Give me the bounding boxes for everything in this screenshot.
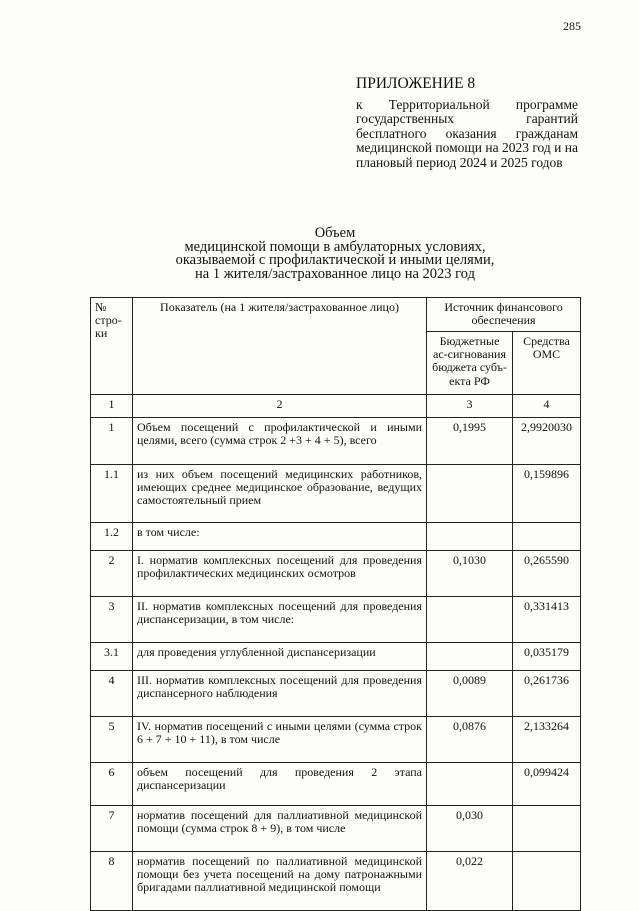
row-indicator: норматив посещений для паллиативной медицинской помощи (сумма строк 8 + 9), в том числе xyxy=(133,806,427,852)
volume-table xyxy=(90,297,581,911)
row-indicator: норматив посещений по паллиативной медицинской помощи без учета посещений на дому патронажными бригадами паллиативной медицинской помощи xyxy=(133,852,427,911)
row-indicator: I. норматив комплексных посещений для проведения профилактических медицинских осмотров xyxy=(133,551,427,597)
row-budget-value: 0,030 xyxy=(427,806,513,852)
row-oms-value xyxy=(513,806,581,852)
row-indicator: объем посещений для проведения 2 этапа диспансеризации xyxy=(133,763,427,806)
row-number: 1 xyxy=(91,418,133,465)
header-budget: Бюджетные ас-сигнования бюджета субъ-екта РФ xyxy=(427,332,513,395)
row-number: 1.2 xyxy=(91,523,133,551)
header-row xyxy=(91,298,581,332)
table-row xyxy=(91,852,581,911)
page-number: 285 xyxy=(563,19,581,33)
row-budget-value xyxy=(427,523,513,551)
row-indicator: для проведения углубленной диспансеризации xyxy=(133,643,427,671)
row-budget-value: 0,0089 xyxy=(427,671,513,717)
row-oms-value: 0,331413 xyxy=(513,597,581,643)
row-oms-value: 2,133264 xyxy=(513,717,581,763)
row-oms-value: 0,035179 xyxy=(513,643,581,671)
appendix-title: ПРИЛОЖЕНИЕ 8 xyxy=(356,75,476,92)
row-indicator: из них объем посещений медицинских работников, имеющих среднее медицинское образование, ведущих самостоятельный прием xyxy=(133,465,427,523)
header-oms: Средства ОМС xyxy=(513,332,581,395)
title-line-4: на 1 жителя/застрахованное лицо на 2023 год xyxy=(195,266,475,283)
row-oms-value: 2,9920030 xyxy=(513,418,581,465)
row-indicator: IV. норматив посещений с иными целями (сумма строк 6 + 7 + 10 + 11), в том числе xyxy=(133,717,427,763)
column-number: 4 xyxy=(513,395,581,418)
row-number: 1.1 xyxy=(91,465,133,523)
row-oms-value xyxy=(513,523,581,551)
column-number: 2 xyxy=(133,395,427,418)
table-row xyxy=(91,806,581,852)
table-row xyxy=(91,717,581,763)
row-number: 5 xyxy=(91,717,133,763)
table-row xyxy=(91,597,581,643)
row-oms-value: 0,261736 xyxy=(513,671,581,717)
row-budget-value xyxy=(427,763,513,806)
table-row xyxy=(91,671,581,717)
table-row xyxy=(91,523,581,551)
row-budget-value: 0,022 xyxy=(427,852,513,911)
row-number: 8 xyxy=(91,852,133,911)
document-title xyxy=(90,227,580,282)
table-row xyxy=(91,643,581,671)
row-oms-value: 0,265590 xyxy=(513,551,581,597)
row-number: 2 xyxy=(91,551,133,597)
appendix-text: к Территориальной программе государственных гарантий бесплатного оказания гражданам медицинской помощи на 2023 год и на плановый период 2024 и 2025 годов xyxy=(356,96,578,170)
row-indicator: III. норматив комплексных посещений для проведения диспансерного наблюдения xyxy=(133,671,427,717)
row-budget-value: 0,1995 xyxy=(427,418,513,465)
row-indicator: в том числе: xyxy=(133,523,427,551)
row-number: 7 xyxy=(91,806,133,852)
row-indicator: II. норматив комплексных посещений для проведения диспансеризации, в том числе: xyxy=(133,597,427,643)
appendix-block xyxy=(356,77,578,170)
row-number: 4 xyxy=(91,671,133,717)
header-source: Источник финансового обеспечения xyxy=(427,298,581,332)
row-budget-value: 0,1030 xyxy=(427,551,513,597)
header-indicator: Показатель (на 1 жителя/застрахованное лицо) xyxy=(133,298,427,395)
column-number: 3 xyxy=(427,395,513,418)
row-oms-value: 0,159896 xyxy=(513,465,581,523)
title-line-1: Объем xyxy=(314,225,356,241)
column-number: 1 xyxy=(91,395,133,418)
row-budget-value xyxy=(427,597,513,643)
title-line-3: оказываемой с профилактической и иными целями, xyxy=(175,252,495,269)
header-num: № стро-ки xyxy=(91,298,133,395)
row-oms-value: 0,099424 xyxy=(513,763,581,806)
table-row xyxy=(91,418,581,465)
title-line-2: медицинской помощи в амбулаторных условиях, xyxy=(184,238,486,255)
table-row xyxy=(91,763,581,806)
row-number: 3.1 xyxy=(91,643,133,671)
row-indicator: Объем посещений с профилактической и иными целями, всего (сумма строк 2 +3 + 4 + 5), всего xyxy=(133,418,427,465)
column-number-row xyxy=(91,395,581,418)
row-budget-value: 0,0876 xyxy=(427,717,513,763)
table-row xyxy=(91,465,581,523)
row-number: 3 xyxy=(91,597,133,643)
row-budget-value xyxy=(427,465,513,523)
table-row xyxy=(91,551,581,597)
row-oms-value xyxy=(513,852,581,911)
row-budget-value xyxy=(427,643,513,671)
row-number: 6 xyxy=(91,763,133,806)
